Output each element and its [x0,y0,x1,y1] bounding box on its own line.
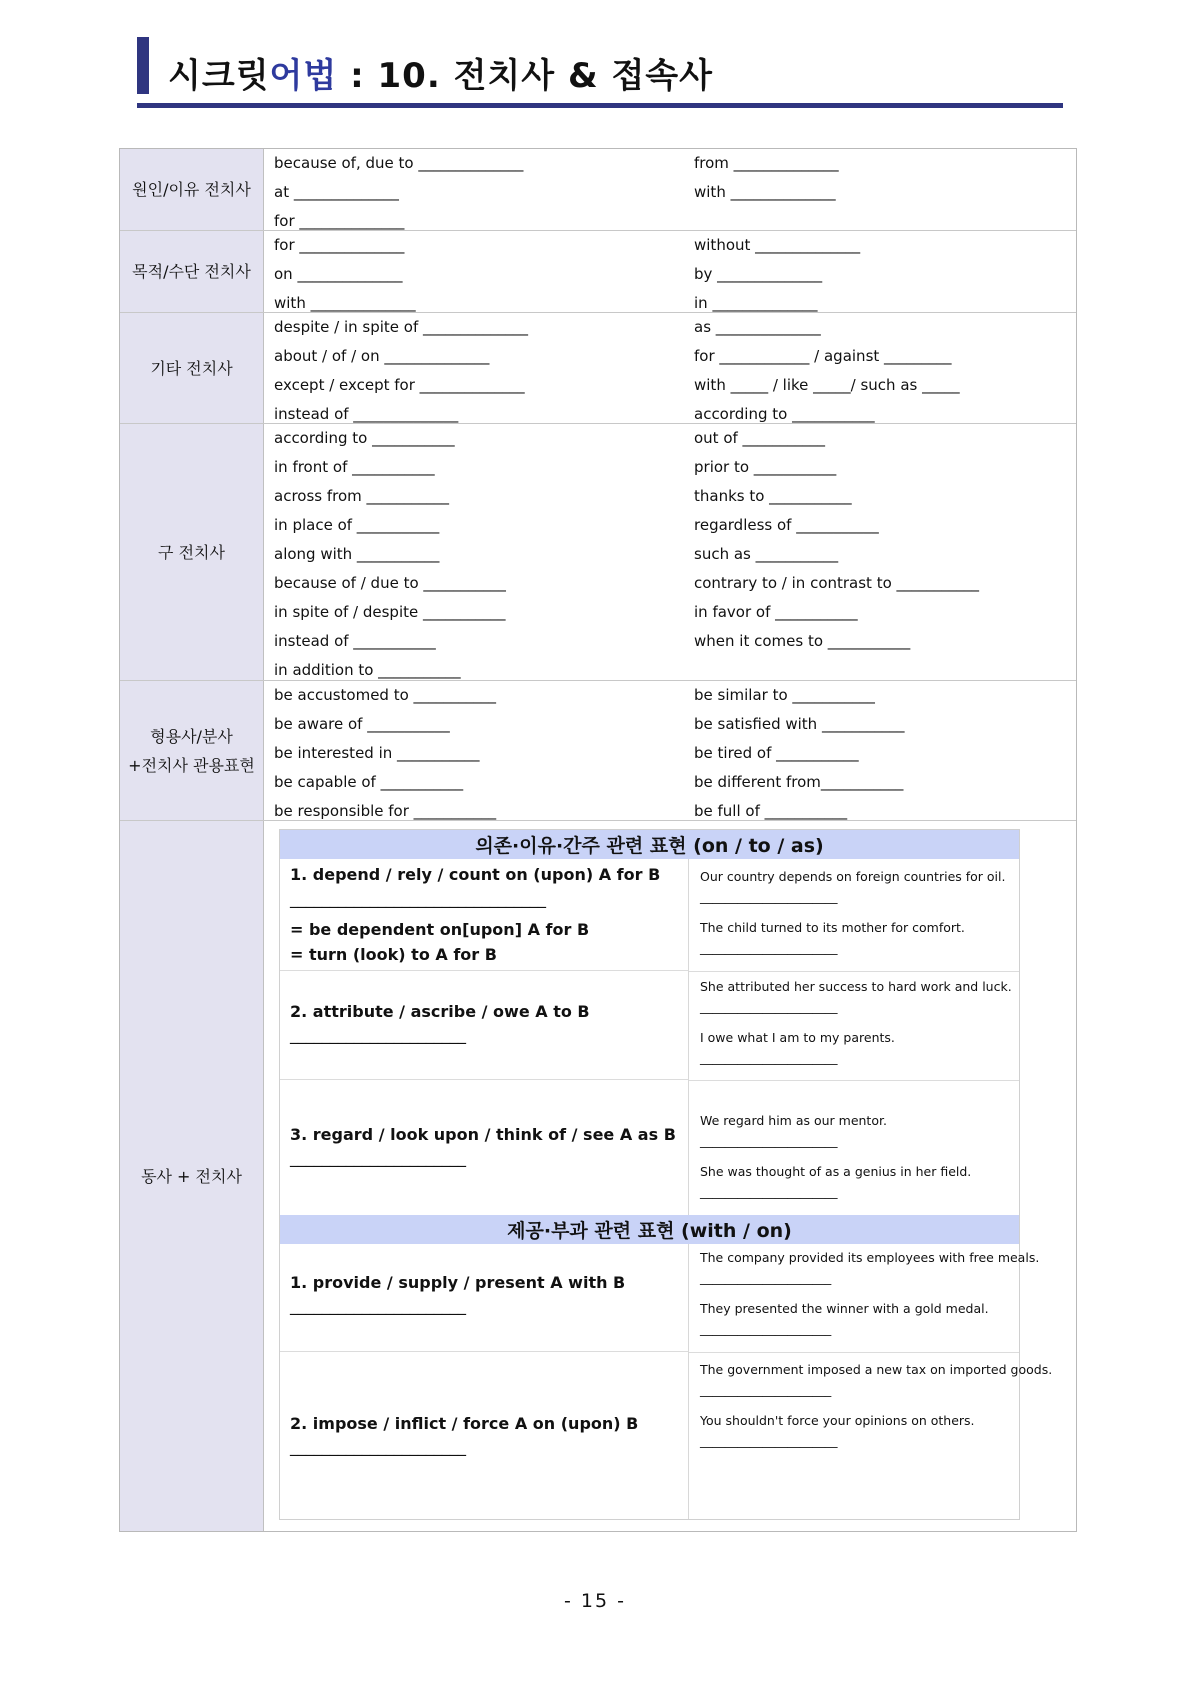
row-purpose-prepositions [120,231,1076,313]
title-accent-bar [137,37,149,94]
example-cell [689,1080,1019,1215]
list-item: instead of ______________ [274,405,459,423]
row-verb-prepositions [120,821,1076,1531]
page-number: - 15 - [564,1590,626,1612]
list-item: according to ___________ [694,405,875,423]
expression-cell [280,1080,689,1215]
expression-text: 2. attribute / ascribe / owe A to B [290,1002,590,1021]
expression-cell [280,1352,689,1519]
example-sentence: I owe what I am to my parents. [700,1030,895,1045]
list-item: in ______________ [694,294,818,312]
list-item: from ______________ [694,154,839,172]
category-label: 구 전치사 [120,424,264,680]
answer-blank: ______________________ [700,889,838,904]
right-column [694,424,979,656]
expression-alt: = be dependent on[upon] A for B [290,920,590,939]
list-item: be capable of ___________ [274,773,464,791]
list-item: at ______________ [274,183,399,201]
example-sentence: You shouldn't force your opinions on others. [700,1413,975,1428]
list-item: despite / in spite of ______________ [274,318,529,336]
left-column [274,231,416,318]
expression-alt: = turn (look) to A for B [290,945,497,964]
list-item: be similar to ___________ [694,686,875,704]
expression-text: 1. provide / supply / present A with B [290,1273,626,1292]
verb-expression-box [279,829,1053,1520]
list-item: be full of ___________ [694,802,848,820]
category-label: 기타 전치사 [120,313,264,423]
example-cell [689,1352,1053,1519]
answer-blank: ________________________________ [290,889,546,908]
list-item: be tired of ___________ [694,744,859,762]
list-item: be interested in ___________ [274,744,480,762]
example-sentence: They presented the winner with a gold medal. [700,1301,989,1316]
category-label [120,681,264,820]
row-other-prepositions [120,313,1076,424]
list-item: be responsible for ___________ [274,802,497,820]
example-cell [689,859,1019,972]
answer-blank: ______________________ [700,1184,838,1199]
list-item: with ______________ [694,183,836,201]
right-column [694,313,960,429]
example-sentence: Our country depends on foreign countries for oil. [700,869,1006,884]
answer-blank: _____________________ [700,1382,832,1397]
example-sentence: The company provided its employees with free meals. [700,1250,1040,1265]
list-item: according to ___________ [274,429,455,447]
list-item: because of, due to ______________ [274,154,524,172]
expression-text: 1. depend / rely / count on (upon) A for B [290,865,661,884]
list-item: because of / due to ___________ [274,574,506,592]
expression-cell [280,971,689,1080]
list-item: such as ___________ [694,545,839,563]
list-item: with _____ / like _____/ such as _____ [694,376,960,394]
list-item: by ______________ [694,265,823,283]
example-cell [689,971,1019,1081]
list-item: be accustomed to ___________ [274,686,497,704]
category-label-line2: +전치사 관용표현 [128,755,255,775]
left-column [274,149,523,236]
answer-blank: _____________________ [700,1321,832,1336]
example-sentence: She was thought of as a genius in her field. [700,1164,972,1179]
title-underline [137,103,1063,108]
list-item: in spite of / despite ___________ [274,603,506,621]
right-column [694,149,839,207]
list-item: on ______________ [274,265,403,283]
list-item: about / of / on ______________ [274,347,490,365]
list-item: out of ___________ [694,429,826,447]
list-item: without ______________ [694,236,861,254]
list-item: instead of ___________ [274,632,436,650]
answer-blank: ______________________ [290,1437,466,1456]
left-column [274,424,506,685]
left-column [274,313,528,429]
list-item: be different from___________ [694,773,904,791]
list-item: contrary to / in contrast to ___________ [694,574,980,592]
list-item: in addition to ___________ [274,661,461,679]
right-column [694,231,860,318]
list-item: for ____________ / against _________ [694,347,952,365]
list-item: when it comes to ___________ [694,632,911,650]
answer-blank: ______________________ [290,1025,466,1044]
row-cause-prepositions [120,149,1076,231]
list-item: for ______________ [274,212,405,230]
list-item: in favor of ___________ [694,603,858,621]
group-heading: 의존·이유·간주 관련 표현 (on / to / as) [280,830,1019,859]
list-item: prior to ___________ [694,458,837,476]
category-label-line1: 형용사/분사 [150,726,233,746]
list-item: as ______________ [694,318,821,336]
row-phrase-prepositions [120,424,1076,681]
category-label: 동사 + 전치사 [120,821,264,1531]
example-sentence: We regard him as our mentor. [700,1113,887,1128]
page-title: 시크릿어법 : 10. 전치사 & 접속사 [168,56,713,96]
list-item: with ______________ [274,294,416,312]
example-cell [689,1244,1040,1353]
list-item: thanks to ___________ [694,487,852,505]
list-item: regardless of ___________ [694,516,879,534]
answer-blank: _____________________ [700,1270,832,1285]
list-item: be aware of ___________ [274,715,450,733]
answer-blank: ______________________ [700,1433,838,1448]
answer-blank: ______________________ [700,999,838,1014]
answer-blank: ______________________ [700,1133,838,1148]
list-item: in front of ___________ [274,458,435,476]
category-label: 목적/수단 전치사 [120,231,264,312]
list-item: across from ___________ [274,487,450,505]
list-item: in place of ___________ [274,516,440,534]
example-sentence: The government imposed a new tax on imported goods. [700,1362,1053,1377]
answer-blank: ______________________ [700,1050,838,1065]
group-heading: 제공·부과 관련 표현 (with / on) [280,1215,1019,1244]
expression-cell [280,1244,689,1352]
example-sentence: She attributed her success to hard work and luck. [700,979,1012,994]
example-sentence: The child turned to its mother for comfort. [700,920,965,935]
expression-cell [280,859,689,971]
answer-blank: ______________________ [700,940,838,955]
expression-text: 3. regard / look upon / think of / see A as B [290,1125,676,1144]
list-item: for ______________ [274,236,405,254]
row-adjective-expressions [120,681,1076,821]
list-item: except / except for ______________ [274,376,525,394]
left-column [274,681,496,826]
answer-blank: ______________________ [290,1148,466,1167]
expression-text: 2. impose / inflict / force A on (upon) B [290,1414,639,1433]
right-column [694,681,904,826]
list-item: be satisfied with ___________ [694,715,905,733]
list-item: along with ___________ [274,545,440,563]
category-label: 원인/이유 전치사 [120,149,264,230]
answer-blank: ______________________ [290,1296,466,1315]
grammar-table [119,148,1077,1532]
